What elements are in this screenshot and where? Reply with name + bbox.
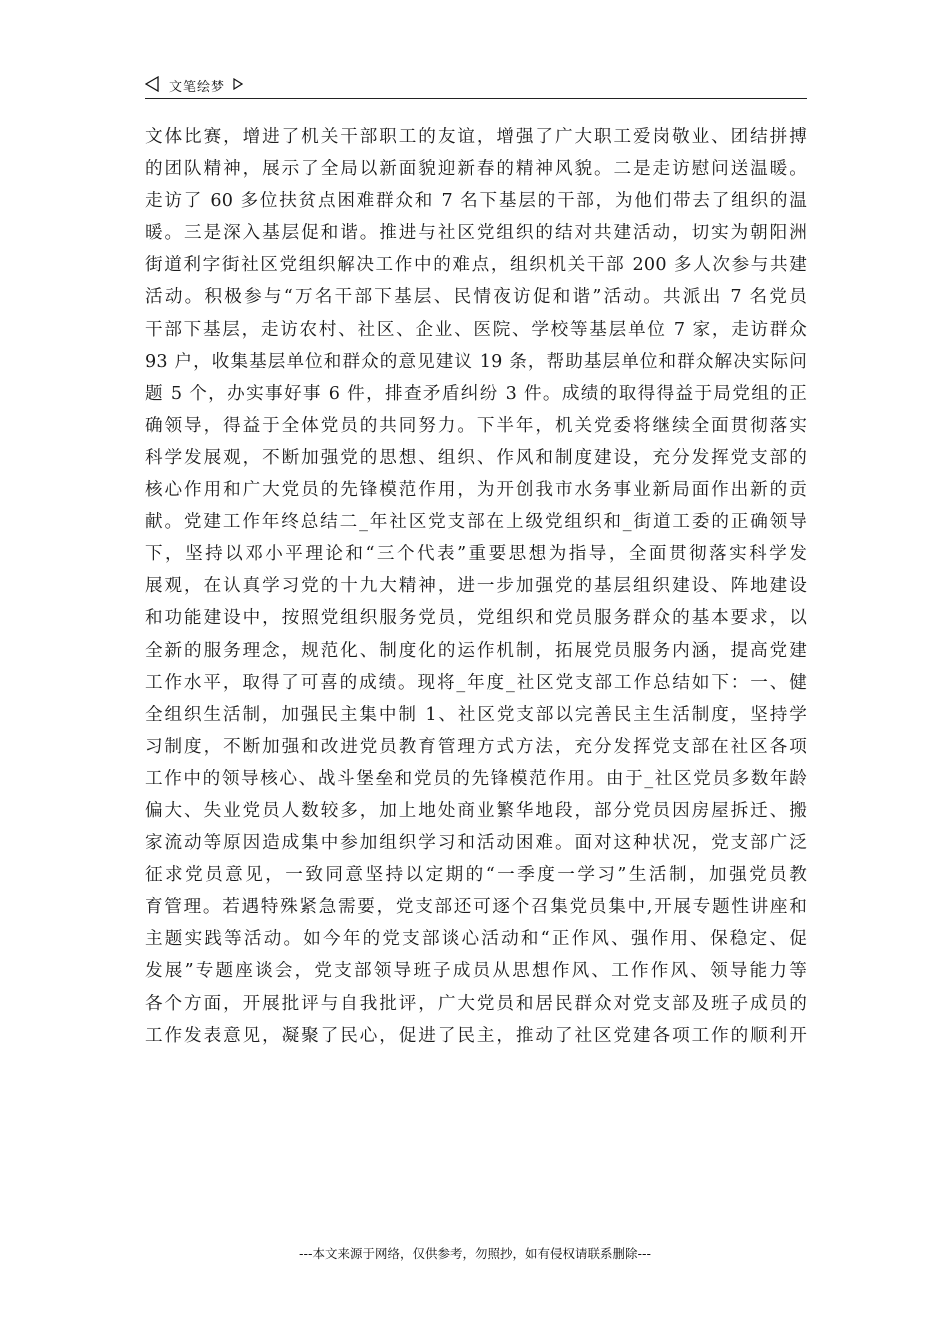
page-header	[145, 74, 807, 99]
text-line: 全新的服务理念，规范化、制度化的运作机制，拓展党员服务内涵，提高党建	[145, 640, 807, 661]
text-line: 走访了 60 多位扶贫点困难群众和 7 名下基层的干部，为他们带去了组织的温	[145, 191, 807, 212]
text-line: 献。党建工作年终总结二_年社区党支部在上级党组织和_街道工委的正确领导	[145, 512, 807, 533]
text-line: 展观，在认真学习党的十九大精神，进一步加强党的基层组织建设、阵地建设	[145, 576, 807, 597]
text-line: 文体比赛，增进了机关干部职工的友谊，增强了广大职工爱岗敬业、团结拼搏	[145, 127, 807, 147]
text-line: 征求党员意见，一致同意坚持以定期的“一季度一学习”生活制，加强党员教	[145, 865, 807, 886]
text-line: 主题实践等活动。如今年的党支部谈心活动和“正作风、强作用、保稳定、促	[145, 929, 807, 950]
text-line: 家流动等原因造成集中参加组织学习和活动困难。面对这种状况，党支部广泛	[145, 833, 807, 854]
text-line: 街道利字街社区党组织解决工作中的难点，组织机关干部 200 多人次参与共建	[145, 255, 807, 276]
text-line: 核心作用和广大党员的先锋模范作用，为开创我市水务事业新局面作出新的贡	[145, 480, 807, 501]
text-line: 和功能建设中，按照党组织服务党员，党组织和党员服务群众的基本要求，以	[145, 608, 807, 629]
text-line: 偏大、失业党员人数较多，加上地处商业繁华地段，部分党员因房屋拆迁、搬	[145, 800, 807, 821]
text-line: 暖。三是深入基层促和谐。推进与社区党组织的结对共建活动，切实为朝阳洲	[145, 223, 807, 244]
text-line: 发展”专题座谈会，党支部领导班子成员从思想作风、工作作风、领导能力等	[145, 961, 807, 982]
text-line: 各个方面，开展批评与自我批评，广大党员和居民群众对党支部及班子成员的	[145, 993, 807, 1014]
text-line: 下，坚持以邓小平理论和“三个代表”重要思想为指导，全面贯彻落实科学发	[145, 544, 807, 565]
triangle-right-icon	[233, 78, 243, 90]
text-line: 活动。积极参与“万名干部下基层、民情夜访促和谐”活动。共派出 7 名党员	[145, 287, 807, 308]
triangle-left-icon	[145, 76, 159, 92]
text-line: 习制度，不断加强和改进党员教育管理方式方法，充分发挥党支部在社区各项	[145, 736, 807, 757]
text-line: 确领导，得益于全体党员的共同努力。下半年，机关党委将继续全面贯彻落实	[145, 415, 807, 436]
text-line: 工作中的领导核心、战斗堡垒和党员的先锋模范作用。由于_社区党员多数年龄	[145, 768, 807, 789]
text-line: 育管理。若遇特殊紧急需要，党支部还可逐个召集党员集中,开展专题性讲座和	[145, 897, 807, 918]
text-line: 干部下基层，走访农村、社区、企业、医院、学校等基层单位 7 家，走访群众	[145, 319, 807, 340]
footer-notice: ---本文来源于网络，仅供参考，勿照抄，如有侵权请联系删除---	[298, 1246, 652, 1261]
text-line: 工作发表意见，凝聚了民心，促进了民主，推动了社区党建各项工作的顺利开	[145, 1025, 807, 1046]
text-line: 科学发展观，不断加强党的思想、组织、作风和制度建设，充分发挥党支部的	[145, 447, 807, 468]
text-line: 93 户，收集基层单位和群众的意见建议 19 条，帮助基层单位和群众解决实际问	[145, 351, 807, 372]
text-line: 题 5 个，办实事好事 6 件，排查矛盾纠纷 3 件。成绩的取得得益于局党组的正	[145, 383, 807, 404]
text-line: 的团队精神，展示了全局以新面貌迎新春的精神风貌。二是走访慰问送温暖。	[145, 159, 807, 180]
document-body	[145, 121, 807, 1052]
text-line: 工作水平，取得了可喜的成绩。现将_年度_社区党支部工作总结如下：一、健	[145, 672, 807, 693]
text-line: 全组织生活制，加强民主集中制 1、社区党支部以完善民主生活制度，坚持学	[145, 704, 807, 725]
header-brand: 文笔绘梦	[169, 80, 226, 95]
